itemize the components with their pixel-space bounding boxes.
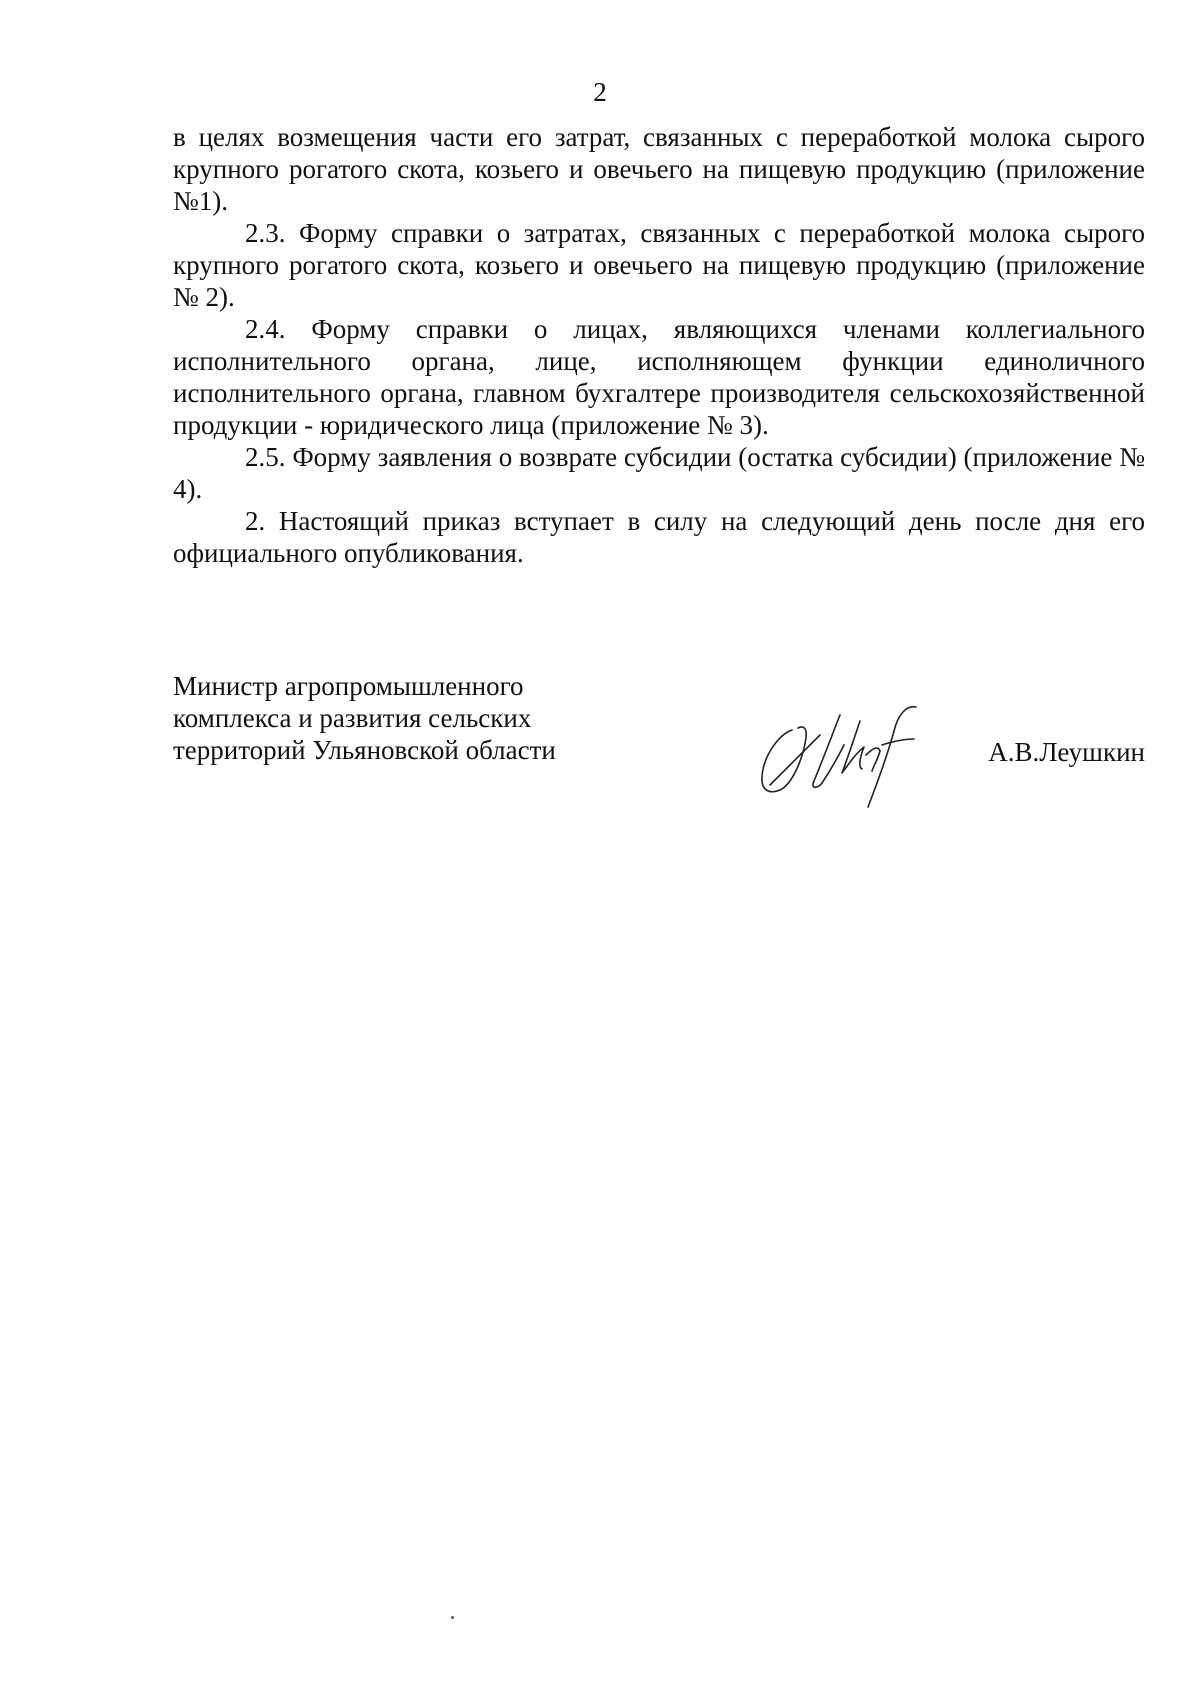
paragraph-2-5: 2.5. Форму заявления о возврате субсидии (остатка субсидии) (приложение № 4). (173, 442, 1145, 504)
handwritten-signature (748, 695, 948, 810)
signer-title-line: Министр агропромышленного (173, 671, 524, 701)
scan-speck (451, 1616, 454, 1619)
paragraph-2-3: 2.3. Форму справки о затратах, связанных с переработкой молока сырого крупного рогатого скота, козьего и овечьего на пищевую продукцию (приложение № 2). (173, 218, 1145, 312)
paragraph-continuation: в целях возмещения части его затрат, связанных с переработкой молока сырого крупного рогатого скота, козьего и овечьего на пищевую продукцию (приложение №1). (173, 122, 1145, 216)
signer-title (173, 670, 613, 766)
paragraph-2-4: 2.4. Форму справки о лицах, являющихся членами коллегиального исполнительного органа, лице, исполняющем функции единоличного исполнительного органа, главном бухгалтере производителя сельскохозяйственной продукции - юридического лица (приложение № 3). (173, 314, 1145, 440)
document-body (173, 121, 1145, 569)
signature-block (173, 670, 1145, 810)
paragraph-2-effective: 2. Настоящий приказ вступает в силу на следующий день после дня его официального опубликования. (173, 506, 1145, 568)
page-number: 2 (593, 77, 607, 107)
signer-title-line: комплекса и развития сельских (173, 703, 532, 733)
signer-name: А.В.Леушкин (988, 737, 1145, 767)
signer-title-line: территорий Ульяновской области (173, 735, 556, 765)
